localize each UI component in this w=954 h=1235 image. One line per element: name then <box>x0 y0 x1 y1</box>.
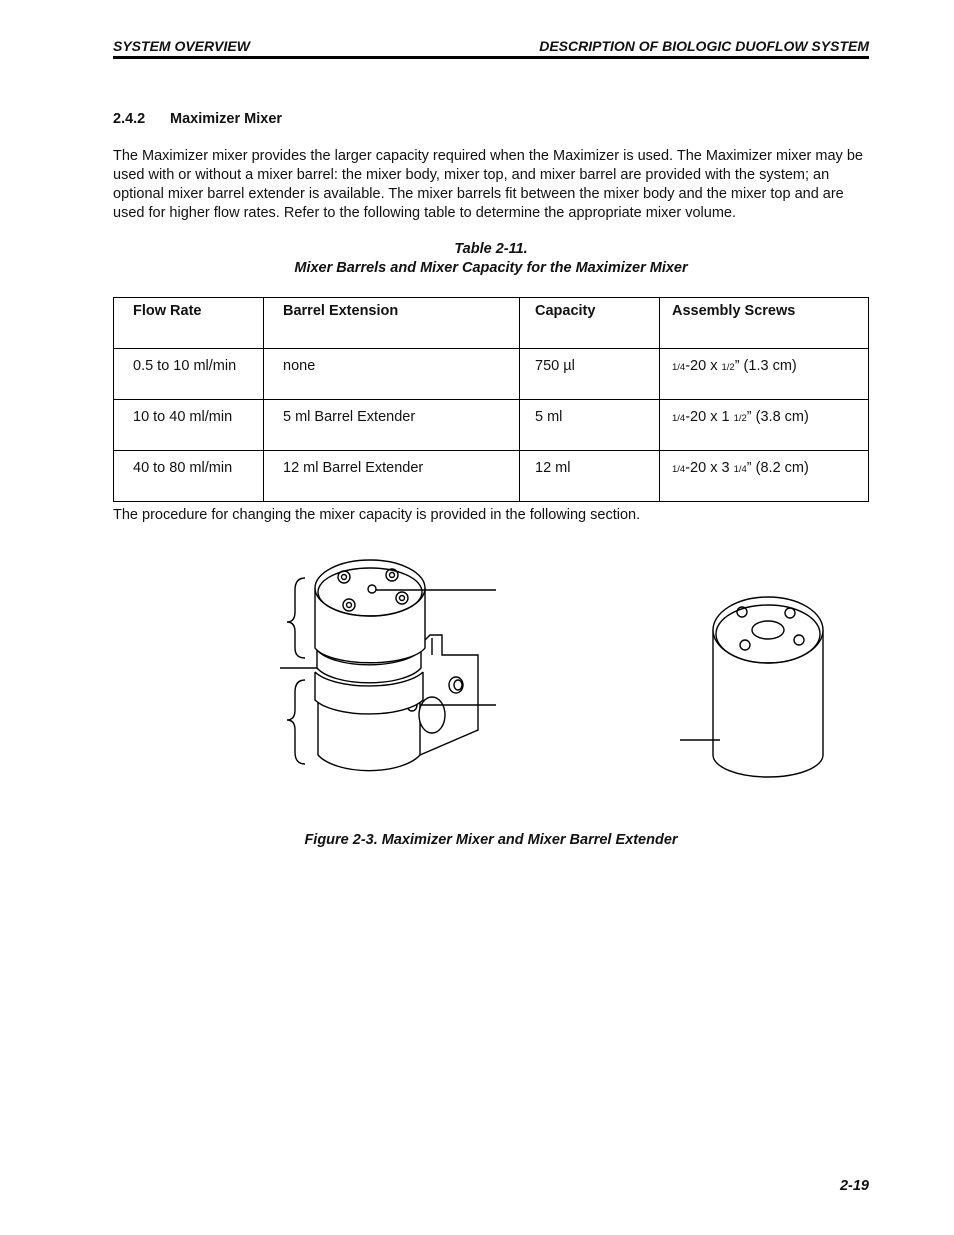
screw-thread: -20 x <box>685 409 722 425</box>
maximizer-mixer-drawing <box>280 560 496 771</box>
screw-diameter: 1/4 <box>672 464 686 475</box>
screw-length-metric: ” (8.2 cm) <box>746 460 809 476</box>
section-heading <box>113 111 282 127</box>
running-header <box>113 36 869 59</box>
screw-length-whole: 1 <box>721 409 734 425</box>
header-capacity: Capacity <box>520 298 660 349</box>
screw-length-fraction: 1/4 <box>733 464 747 475</box>
screw-length-whole: 3 <box>721 460 734 476</box>
page-number: 2-19 <box>839 1178 869 1194</box>
screw-length-fraction: 1/2 <box>721 362 735 373</box>
header-flow-rate: Flow Rate <box>114 298 264 349</box>
header-barrel-extension: Barrel Extension <box>264 298 520 349</box>
screw-thread: -20 x <box>685 460 722 476</box>
screw-length-metric: ” (1.3 cm) <box>734 358 797 374</box>
cell-screws <box>660 400 869 451</box>
table-row <box>114 400 869 451</box>
cell-capacity: 5 ml <box>520 400 660 451</box>
screw-length-metric: ” (3.8 cm) <box>746 409 809 425</box>
cell-flow-rate: 40 to 80 ml/min <box>114 451 264 502</box>
table-row <box>114 349 869 400</box>
screw-diameter: 1/4 <box>672 362 686 373</box>
cell-flow-rate: 0.5 to 10 ml/min <box>114 349 264 400</box>
screw-diameter: 1/4 <box>672 413 686 424</box>
mixer-illustration <box>270 550 850 790</box>
section-number: 2.4.2 <box>113 111 146 127</box>
header-left: SYSTEM OVERVIEW <box>113 38 250 54</box>
table-caption-title: Mixer Barrels and Mixer Capacity for the Maximizer Mixer <box>294 260 688 276</box>
figure-caption: Figure 2-3. Maximizer Mixer and Mixer Barrel Extender <box>304 832 678 848</box>
cell-barrel: 12 ml Barrel Extender <box>264 451 520 502</box>
mixer-capacity-table <box>113 297 869 502</box>
table-caption-number: Table 2-11. <box>454 241 528 257</box>
cell-screws <box>660 451 869 502</box>
cell-capacity: 12 ml <box>520 451 660 502</box>
table-row <box>114 451 869 502</box>
barrel-extender-drawing <box>680 597 823 777</box>
procedure-paragraph: The procedure for changing the mixer capacity is provided in the following section. <box>113 507 641 523</box>
screw-thread: -20 x <box>685 358 722 374</box>
section-title: Maximizer Mixer <box>170 111 283 127</box>
table-header-row <box>114 298 869 349</box>
intro-paragraph: The Maximizer mixer provides the larger capacity required when the Maximizer is used. The Maximizer mixer may be used with or without a mixer barrel: the mixer body, mixer top, and mixer barrel are provided with the system; an optional mixer barrel extender is available. The mixer barrels fit between the mixer body and the mixer top and are used for higher flow rates. Refer to the following table to determine the appropriate mixer volume. <box>113 148 863 221</box>
cell-capacity: 750 µl <box>520 349 660 400</box>
cell-barrel: 5 ml Barrel Extender <box>264 400 520 451</box>
cell-barrel: none <box>264 349 520 400</box>
header-right: DESCRIPTION OF BIOLOGIC DUOFLOW SYSTEM <box>539 38 869 54</box>
cell-flow-rate: 10 to 40 ml/min <box>114 400 264 451</box>
cell-screws <box>660 349 869 400</box>
screw-length-fraction: 1/2 <box>733 413 747 424</box>
header-assembly-screws: Assembly Screws <box>660 298 869 349</box>
